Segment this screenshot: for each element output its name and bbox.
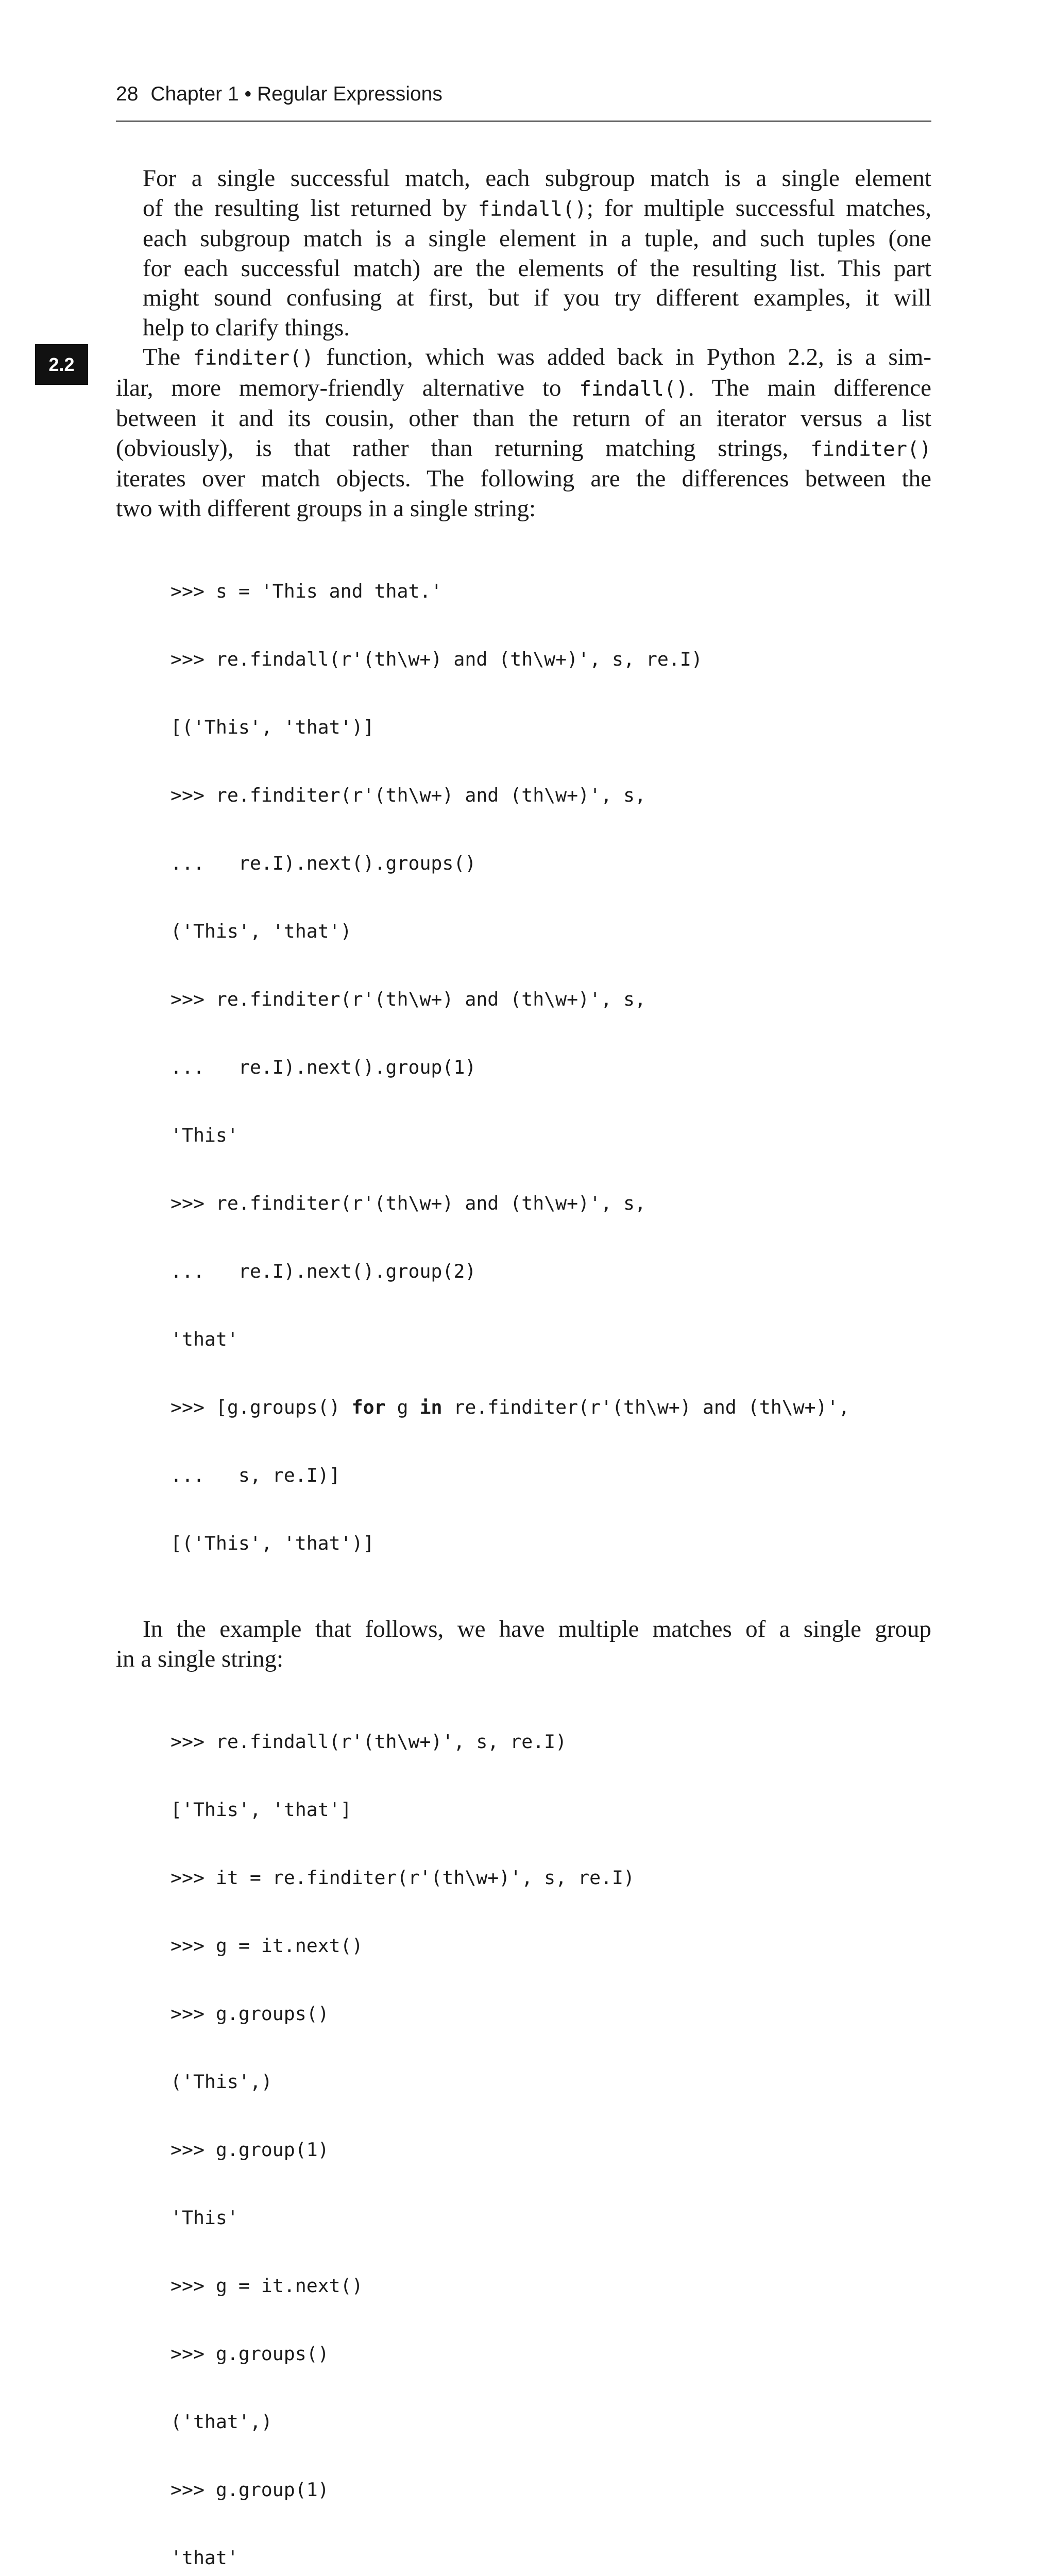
code-line: >>> g.group(1)	[171, 2479, 329, 2501]
keyword-in: in	[419, 1396, 443, 1418]
text-line: For a single successful match, each subgroup match is a single element	[143, 165, 931, 192]
text-line: in a single string:	[116, 1645, 284, 1672]
text-line: The finditer() function, which was added back in Python 2.2, is a sim-	[143, 344, 931, 370]
text-line: between it and its cousin, other than the return of an iterator versus a list	[116, 405, 931, 432]
code-line: >>> re.findall(r'(th\w+)', s, re.I)	[171, 1731, 567, 1753]
text-line: might sound confusing at first, but if you try different examples, it will	[143, 284, 931, 311]
inline-code: finditer()	[193, 347, 314, 370]
code-line: >>> re.finditer(r'(th\w+) and (th\w+)', s,	[171, 988, 646, 1010]
code-line: >>> g.group(1)	[171, 2139, 329, 2161]
code-line: ('This',)	[171, 2071, 273, 2093]
code-line: ('This', 'that')	[171, 920, 352, 942]
code-block-findall-vs-finditer	[171, 535, 931, 1600]
code-line: >>> s = 'This and that.'	[171, 580, 443, 602]
running-header	[116, 81, 931, 122]
code-line: ('that',)	[171, 2411, 273, 2433]
code-line: >>> g.groups()	[171, 2003, 329, 2025]
inline-code: finditer()	[810, 437, 931, 461]
running-title: Chapter 1 • Regular Expressions	[150, 83, 443, 105]
code-line: >>> g = it.next()	[171, 2275, 363, 2297]
code-line: >>> re.findall(r'(th\w+) and (th\w+)', s, re.I)	[171, 648, 703, 670]
code-line: >>> g.groups()	[171, 2343, 329, 2365]
code-line: 'This'	[171, 2207, 239, 2229]
page-number: 28	[116, 83, 139, 105]
code-line: >>> re.finditer(r'(th\w+) and (th\w+)', s,	[171, 1192, 646, 1214]
code-line: ... re.I).next().groups()	[171, 852, 477, 874]
code-line: ... re.I).next().group(2)	[171, 1260, 477, 1282]
text-line: In the example that follows, we have multiple matches of a single group	[143, 1616, 931, 1642]
version-marker-badge: 2.2	[35, 344, 88, 385]
code-line: >>> g = it.next()	[171, 1935, 363, 1957]
code-line: 'that'	[171, 1328, 239, 1350]
text-line: for each successful match) are the elements of the resulting list. This part	[143, 255, 931, 282]
code-line: >>> it = re.finditer(r'(th\w+)', s, re.I)	[171, 1867, 635, 1889]
code-line: ... s, re.I)]	[171, 1464, 341, 1486]
code-line: >>> [g.groups() for g in re.finditer(r'(th\w+) and (th\w+)',	[171, 1396, 850, 1418]
text-line: of the resulting list returned by findall(); for multiple successful matches,	[143, 194, 931, 222]
text-line: each subgroup match is a single element in a tuple, and such tuples (one	[143, 225, 931, 252]
code-line: ['This', 'that']	[171, 1799, 352, 1821]
keyword-for: for	[351, 1396, 386, 1418]
paragraph-multiple-matches	[116, 1615, 931, 1674]
code-line: [('This', 'that')]	[171, 1532, 375, 1554]
text-line: ilar, more memory-friendly alternative to findall(). The main difference	[116, 374, 931, 401]
code-line: 'This'	[171, 1124, 239, 1146]
page-body	[116, 164, 931, 2576]
paragraph-findall-subgroups	[116, 164, 931, 343]
text-line: (obviously), is that rather than returning matching strings, finditer()	[116, 434, 931, 462]
code-block-single-group	[171, 1685, 931, 2576]
text-line: help to clarify things.	[143, 314, 350, 341]
code-line: >>> re.finditer(r'(th\w+) and (th\w+)', s,	[171, 784, 646, 806]
inline-code: findall()	[478, 197, 587, 221]
code-line: 'that'	[171, 2547, 239, 2569]
text-line: two with different groups in a single string:	[116, 495, 536, 522]
code-line: ... re.I).next().group(1)	[171, 1056, 477, 1078]
paragraph-finditer-intro	[116, 343, 931, 523]
text-line: iterates over match objects. The following are the differences between the	[116, 465, 931, 492]
inline-code: findall()	[579, 377, 688, 401]
code-line: [('This', 'that')]	[171, 716, 375, 738]
